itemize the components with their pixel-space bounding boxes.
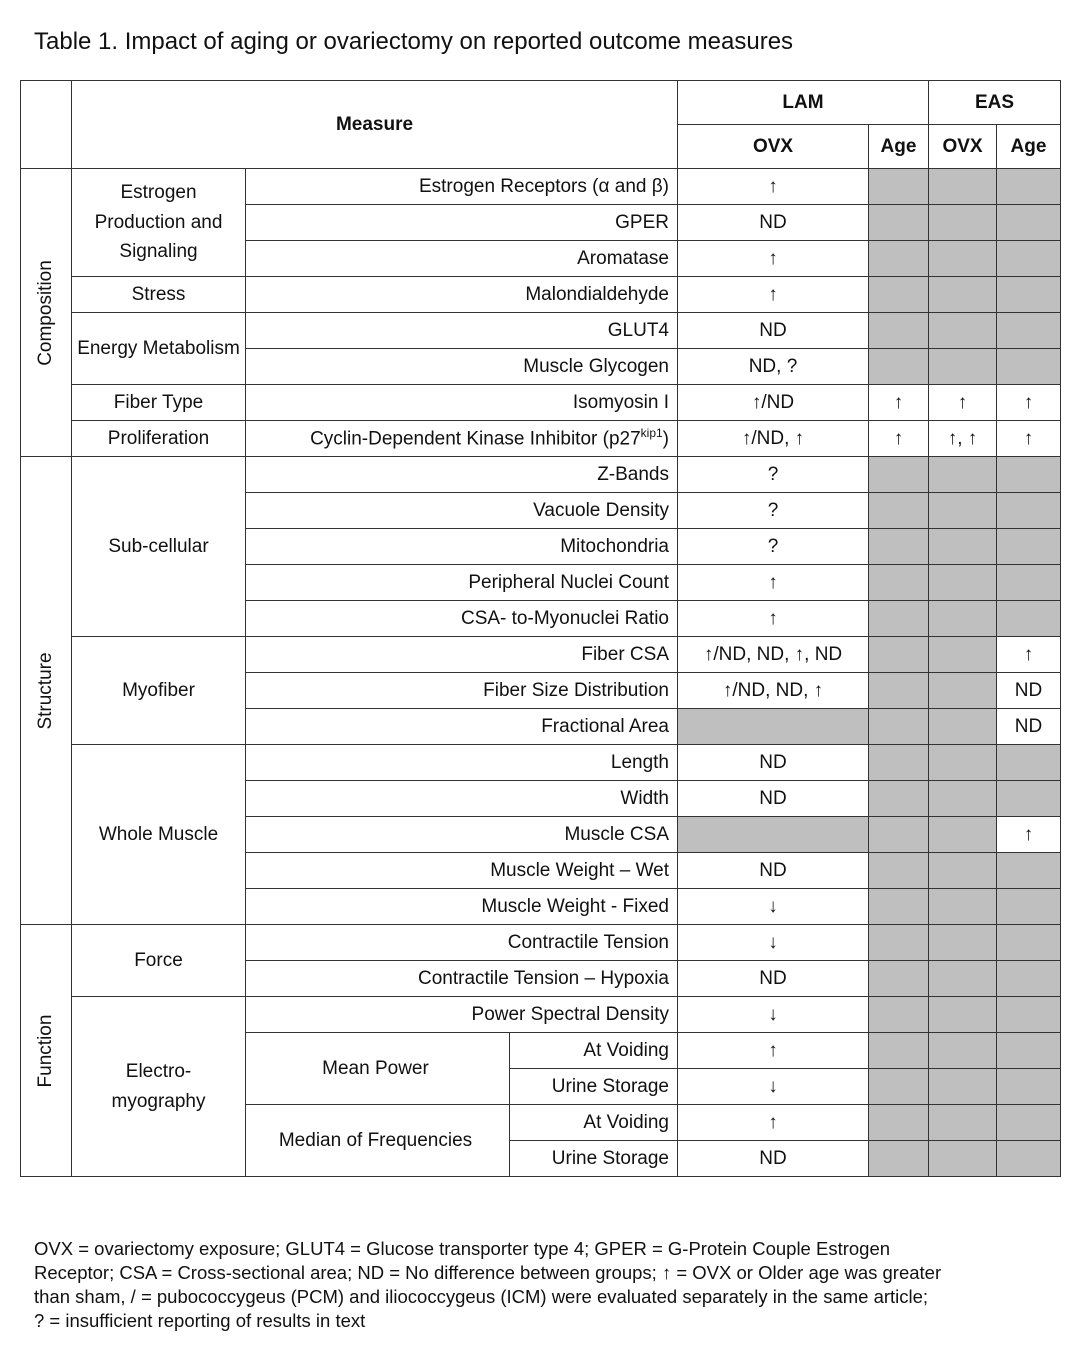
section-structure: Structure [21,457,72,925]
table-row [21,637,1061,673]
shaded-cell [869,817,929,853]
measure-cell: Contractile Tension – Hypoxia [246,961,678,997]
measure-cell: Contractile Tension [246,925,678,961]
lam-ovx-cell: ? [678,493,869,529]
subcategory-mean-power: Mean Power [246,1033,510,1105]
shaded-cell [869,709,929,745]
shaded-cell [929,205,997,241]
lam-ovx-cell: ND [678,205,869,241]
footnote-line: Receptor; CSA = Cross-sectional area; ND = No difference between groups; ↑ = OVX or Older age was greater [34,1262,942,1283]
lam-ovx-cell: ↑ [678,169,869,205]
shaded-cell [997,241,1061,277]
measure-header: Measure [72,81,678,169]
shaded-cell [929,277,997,313]
measure-cell: Fractional Area [246,709,678,745]
shaded-cell [929,1105,997,1141]
category-myofiber: Myofiber [72,637,246,745]
lam-age-header: Age [869,125,929,169]
shaded-cell [929,493,997,529]
shaded-cell [997,1069,1061,1105]
measure-cell: At Voiding [510,1033,678,1069]
category-subcellular: Sub-cellular [72,457,246,637]
shaded-cell [869,1033,929,1069]
shaded-cell [997,457,1061,493]
shaded-cell [678,709,869,745]
shaded-cell [869,565,929,601]
shaded-cell [997,529,1061,565]
footnote-line: than sham, / = pubococcygeus (PCM) and iliococcygeus (ICM) were evaluated separately in the same article; [34,1286,929,1307]
eas-age-header: Age [997,125,1061,169]
shaded-cell [869,781,929,817]
shaded-cell [869,961,929,997]
shaded-cell [997,1141,1061,1177]
lam-ovx-cell: ↑ [678,565,869,601]
shaded-cell [929,673,997,709]
lam-ovx-cell: ? [678,457,869,493]
lam-ovx-cell: ND [678,745,869,781]
lam-ovx-cell: ↑ [678,277,869,313]
category-stress: Stress [72,277,246,313]
measure-cell: At Voiding [510,1105,678,1141]
shaded-cell [869,673,929,709]
lam-ovx-cell: ↑/ND [678,385,869,421]
lam-ovx-cell: ↑ [678,601,869,637]
table-row [21,997,1061,1033]
measure-cell: Isomyosin I [246,385,678,421]
measure-cell: Malondialdehyde [246,277,678,313]
shaded-cell [869,241,929,277]
shaded-cell [929,349,997,385]
category-emg: Electro-myography [72,997,246,1177]
shaded-cell [997,169,1061,205]
table-row [21,421,1061,457]
eas-ovx-cell: ↑ [929,385,997,421]
shaded-cell [869,997,929,1033]
lam-ovx-cell: ↑/ND, ND, ↑ [678,673,869,709]
shaded-cell [929,169,997,205]
shaded-cell [997,745,1061,781]
shaded-cell [929,1069,997,1105]
lam-ovx-cell: ND, ? [678,349,869,385]
shaded-cell [997,601,1061,637]
shaded-cell [929,781,997,817]
subcategory-median-frequencies: Median of Frequencies [246,1105,510,1177]
eas-age-cell: ↑ [997,385,1061,421]
measure-cell: Urine Storage [510,1069,678,1105]
category-whole-muscle: Whole Muscle [72,745,246,925]
shaded-cell [997,313,1061,349]
measure-cell: Fiber CSA [246,637,678,673]
measure-text: Cyclin-Dependent Kinase Inhibitor (p27 [310,428,641,450]
category-estrogen: Estrogen Production and Signaling [72,169,246,277]
eas-ovx-cell: ↑, ↑ [929,421,997,457]
shaded-cell [869,313,929,349]
lam-age-cell: ↑ [869,421,929,457]
lam-ovx-cell: ↓ [678,1069,869,1105]
lam-ovx-cell: ↓ [678,889,869,925]
lam-ovx-cell: ↑ [678,1105,869,1141]
shaded-cell [869,529,929,565]
footnote-line: ? = insufficient reporting of results in text [34,1310,366,1331]
category-energy: Energy Metabolism [72,313,246,385]
table-footnote [34,1237,1054,1333]
table-row [21,169,1061,205]
shaded-cell [929,889,997,925]
lam-ovx-cell: ? [678,529,869,565]
measure-cell: Mitochondria [246,529,678,565]
shaded-cell [869,169,929,205]
measure-cell: CSA- to-Myonuclei Ratio [246,601,678,637]
shaded-cell [997,925,1061,961]
table-row [21,745,1061,781]
lam-ovx-cell: ND [678,781,869,817]
measure-cell: Muscle Weight - Fixed [246,889,678,925]
eas-age-cell: ND [997,673,1061,709]
shaded-cell [869,1141,929,1177]
shaded-cell [929,853,997,889]
table-row [21,313,1061,349]
shaded-cell [997,565,1061,601]
shaded-cell [929,1141,997,1177]
shaded-cell [929,925,997,961]
lam-age-cell: ↑ [869,385,929,421]
lam-ovx-header: OVX [678,125,869,169]
shaded-cell [869,601,929,637]
shaded-cell [929,709,997,745]
measure-cell: Z-Bands [246,457,678,493]
measure-cell: Estrogen Receptors (α and β) [246,169,678,205]
measure-cell: Peripheral Nuclei Count [246,565,678,601]
footnote-line: OVX = ovariectomy exposure; GLUT4 = Glucose transporter type 4; GPER = G-Protein Couple Estrogen [34,1238,891,1259]
measure-cell: GPER [246,205,678,241]
eas-header: EAS [929,81,1061,125]
eas-ovx-header: OVX [929,125,997,169]
shaded-cell [929,817,997,853]
measure-cell: Fiber Size Distribution [246,673,678,709]
shaded-cell [869,1069,929,1105]
measure-cell: Width [246,781,678,817]
shaded-cell [997,493,1061,529]
corner-cell [21,81,72,169]
lam-ovx-cell: ND [678,853,869,889]
measure-cell: Muscle Glycogen [246,349,678,385]
measure-cell: Urine Storage [510,1141,678,1177]
shaded-cell [997,205,1061,241]
table-row [21,457,1061,493]
section-function: Function [21,925,72,1177]
shaded-cell [929,565,997,601]
shaded-cell [869,277,929,313]
eas-age-cell: ND [997,709,1061,745]
shaded-cell [929,529,997,565]
shaded-cell [869,205,929,241]
eas-age-cell: ↑ [997,817,1061,853]
shaded-cell [869,925,929,961]
shaded-cell [869,637,929,673]
shaded-cell [869,457,929,493]
eas-age-cell: ↑ [997,637,1061,673]
table-title: Table 1. Impact of aging or ovariectomy on reported outcome measures [34,28,794,55]
shaded-cell [929,961,997,997]
table-row [21,277,1061,313]
shaded-cell [997,277,1061,313]
shaded-cell [869,349,929,385]
table-row [21,385,1061,421]
measure-cell: GLUT4 [246,313,678,349]
shaded-cell [997,1033,1061,1069]
lam-ovx-cell: ↑/ND, ND, ↑, ND [678,637,869,673]
outcome-table [20,80,1061,1177]
measure-cell: Aromatase [246,241,678,277]
shaded-cell [929,997,997,1033]
measure-superscript: kip1 [640,426,663,441]
lam-ovx-cell: ND [678,313,869,349]
shaded-cell [869,1105,929,1141]
category-force: Force [72,925,246,997]
eas-age-cell: ↑ [997,421,1061,457]
shaded-cell [929,241,997,277]
measure-cell: Muscle CSA [246,817,678,853]
shaded-cell [929,637,997,673]
measure-cell: Muscle Weight – Wet [246,853,678,889]
shaded-cell [997,997,1061,1033]
shaded-cell [997,781,1061,817]
shaded-cell [869,745,929,781]
lam-ovx-cell: ↓ [678,925,869,961]
lam-header: LAM [678,81,929,125]
shaded-cell [997,853,1061,889]
shaded-cell [997,1105,1061,1141]
category-proliferation: Proliferation [72,421,246,457]
shaded-cell [929,601,997,637]
table-row [21,925,1061,961]
lam-ovx-cell: ↓ [678,997,869,1033]
lam-ovx-cell: ↑ [678,1033,869,1069]
category-fiber-type: Fiber Type [72,385,246,421]
measure-cell: Vacuole Density [246,493,678,529]
measure-cell [246,421,678,457]
shaded-cell [869,493,929,529]
shaded-cell [929,457,997,493]
shaded-cell [678,817,869,853]
section-composition: Composition [21,169,72,457]
measure-text-end: ) [662,428,669,450]
shaded-cell [997,889,1061,925]
shaded-cell [869,853,929,889]
lam-ovx-cell: ND [678,961,869,997]
shaded-cell [929,313,997,349]
lam-ovx-cell: ↑/ND, ↑ [678,421,869,457]
lam-ovx-cell: ↑ [678,241,869,277]
shaded-cell [997,349,1061,385]
shaded-cell [997,961,1061,997]
shaded-cell [929,745,997,781]
lam-ovx-cell: ND [678,1141,869,1177]
shaded-cell [869,889,929,925]
shaded-cell [929,1033,997,1069]
measure-cell: Power Spectral Density [246,997,678,1033]
measure-cell: Length [246,745,678,781]
